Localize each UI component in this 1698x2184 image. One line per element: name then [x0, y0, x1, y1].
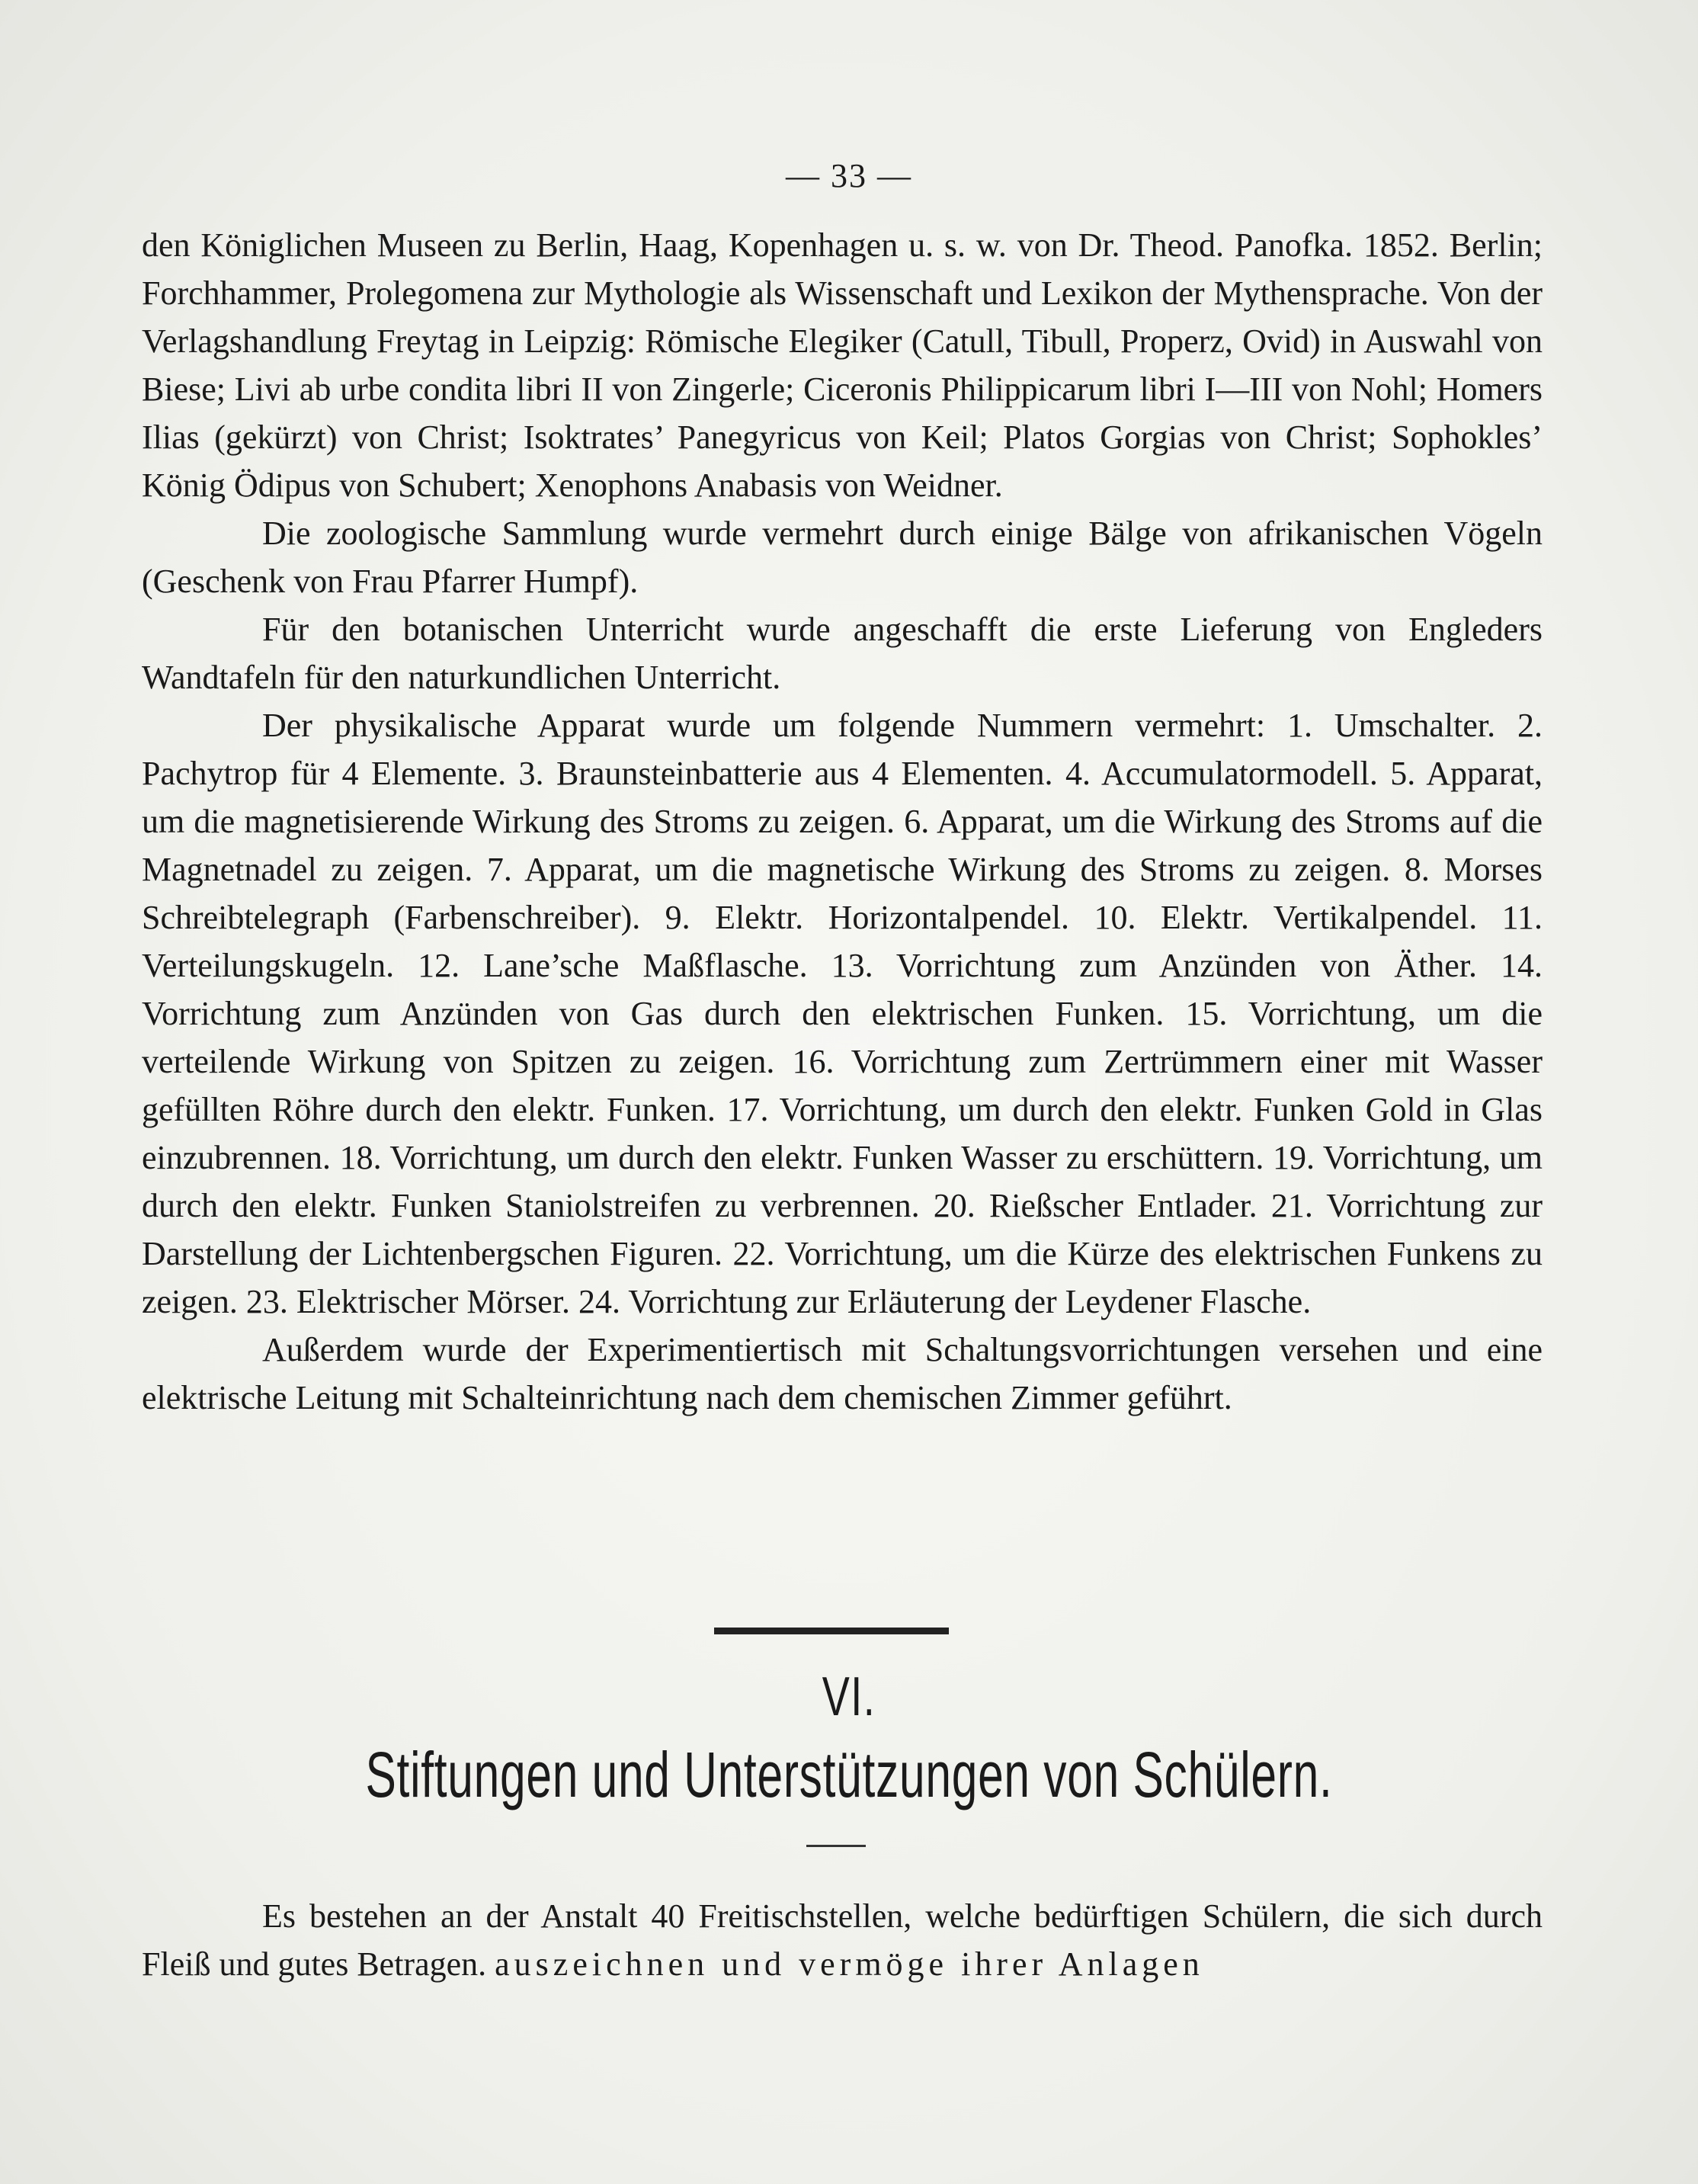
main-text-block — [142, 221, 1543, 1422]
section-divider-rule — [714, 1628, 949, 1634]
paragraph-experiment-table: Außerdem wurde der Experimentiertisch mit Schaltungsvorrichtungen versehen und eine elektrische Leitung mit Schalteinrichtung nach dem chemischen Zimmer geführt. — [142, 1331, 1543, 1416]
paragraph-free-meals-spaced: auszeichnen und vermöge ihrer Anlagen — [495, 1945, 1204, 1983]
paragraph-botanical-instruction: Für den botanischen Unterricht wurde angeschafft die erste Lieferung von Engleders Wandtafeln für den naturkundlichen Unterricht. — [142, 611, 1543, 696]
paragraph-physics-apparatus: Der physikalische Apparat wurde um folgende Nummern vermehrt: 1. Umschalter. 2. Pachytrop für 4 Elemente. 3. Braunsteinbatterie aus 4 Elementen. 4. Accumulatormodell. 5. Apparat, um die magnetisierende Wirkung des Stroms zu zeigen. 6. Apparat, um die Wirkung des Stroms auf die Magnetnadel zu zeigen. 7. Apparat, um die magnetische Wirkung des Stroms zu zeigen. 8. Morses Schreibtelegraph (Farbenschreiber). 9. Elektr. Horizontalpendel. 10. Elektr. Vertikalpendel. 11. Verteilungskugeln. 12. Lane’sche Maßflasche. 13. Vorrichtung zum Anzünden von Äther. 14. Vorrichtung zum Anzünden von Gas durch den elektrischen Funken. 15. Vorrichtung, um die verteilende Wirkung von Spitzen zu zeigen. 16. Vorrichtung zum Zertrümmern einer mit Wasser gefüllten Röhre durch den elektr. Funken. 17. Vorrichtung, um durch den elektr. Funken Gold in Glas einzubrennen. 18. Vorrichtung, um durch den elektr. Funken Wasser zu erschüttern. 19. Vorrichtung, um durch den elektr. Funken Staniolstreifen zu verbrennen. 20. Rießscher Entlader. 21. Vorrichtung zur Darstellung der Lichtenbergschen Figuren. 22. Vorrichtung, um die Kürze des elektrischen Funkens zu zeigen. 23. Elektrischer Mörser. 24. Vorrichtung zur Erläuterung der Leydener Flasche. — [142, 707, 1543, 1320]
page-number: — 33 — — [786, 157, 912, 194]
section-number: VI. — [822, 1666, 876, 1727]
title-underline-rule — [806, 1845, 866, 1847]
paragraph-free-meals — [142, 1892, 1543, 1988]
paragraph-zoological-collection: Die zoologische Sammlung wurde vermehrt durch einige Bälge von afrikanischen Vögeln (Geschenk von Frau Pfarrer Humpf). — [142, 515, 1543, 600]
section-title: Stiftungen und Unterstützungen von Schülern. — [365, 1739, 1333, 1810]
paragraph-free-meals-start: Es bestehen an der Anstalt 40 Freitischstellen, welche bedürftigen Schülern, die sich durch Fleiß und gutes Betragen. — [142, 1897, 1543, 1983]
section-text-block — [142, 1892, 1543, 1988]
paragraph-library-acquisitions: den Königlichen Museen zu Berlin, Haag, Kopenhagen u. s. w. von Dr. Theod. Panofka. 1852. Berlin; Forchhammer, Prolegomena zur Mythologie als Wissenschaft und Lexikon der Mythensprache. Von der Verlagshandlung Freytag in Leipzig: Römische Elegiker (Catull, Tibull, Properz, Ovid) in Auswahl von Biese; Livi ab urbe condita libri II von Zingerle; Ciceronis Philippicarum libri I—III von Nohl; Homers Ilias (gekürzt) von Christ; Isoktrates’ Panegyricus von Keil; Platos Gorgias von Christ; Sophokles’ König Ödipus von Schubert; Xenophons Anabasis von Weidner. — [142, 226, 1543, 504]
